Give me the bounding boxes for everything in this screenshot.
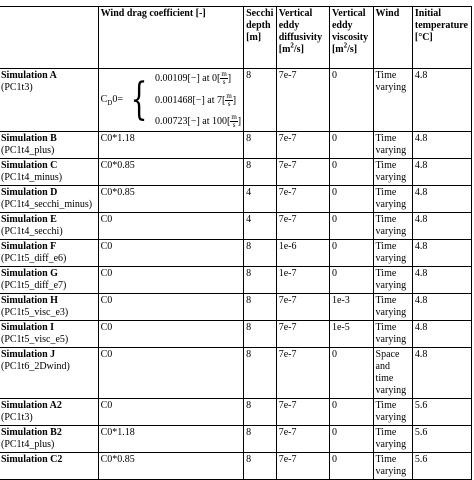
simulation-id: (PC1t4_minus) bbox=[1, 172, 63, 183]
unit-denominator: s bbox=[232, 121, 236, 129]
wind-text-line: varying bbox=[375, 82, 407, 93]
table-row bbox=[0, 213, 472, 240]
simulation-id: (PC1t6_2Dwind) bbox=[1, 361, 70, 372]
simulation-name: Simulation I bbox=[1, 322, 55, 333]
wind-text-line: varying bbox=[375, 253, 407, 264]
table-row bbox=[0, 69, 472, 132]
cd-symbol: C bbox=[100, 94, 108, 105]
header-name bbox=[0, 7, 98, 69]
wind-text-line: Time bbox=[375, 187, 397, 198]
table-row bbox=[0, 240, 472, 267]
viscosity-cell: 0 bbox=[329, 186, 373, 213]
diffusivity-cell: 1e-6 bbox=[276, 240, 329, 267]
header-visc-exp: 2 bbox=[343, 41, 348, 50]
header-visc-line3: viscosity bbox=[331, 32, 369, 43]
wind-drag-value: C0*0.85 bbox=[100, 187, 135, 198]
simulation-name-cell bbox=[0, 267, 98, 294]
table-row bbox=[0, 453, 472, 480]
table-row bbox=[0, 159, 472, 186]
left-brace-glyph: { bbox=[130, 74, 148, 125]
initial-temperature-cell: 4.8 bbox=[412, 213, 471, 240]
simulation-name: Simulation C2 bbox=[1, 454, 63, 465]
wind-drag-value: C0 bbox=[100, 214, 113, 225]
wind-cell bbox=[373, 294, 412, 321]
simulation-name-cell bbox=[0, 132, 98, 159]
wind-cell bbox=[373, 399, 412, 426]
unit-numerator: m bbox=[221, 70, 227, 78]
simulation-name-cell bbox=[0, 69, 98, 132]
wind-drag-value: C0*1.18 bbox=[100, 133, 135, 144]
header-initial-temperature bbox=[412, 7, 471, 69]
wind-text-line: Time bbox=[375, 427, 397, 438]
simulation-id: (PC1t5_visc_e5) bbox=[1, 334, 69, 345]
unit-fraction bbox=[225, 93, 232, 108]
wind-text-line: and bbox=[375, 361, 390, 372]
wind-text-line: varying bbox=[375, 280, 407, 291]
wind-drag-value: C0 bbox=[100, 322, 113, 333]
secchi-cell: 8 bbox=[244, 159, 277, 186]
drag-cases bbox=[155, 71, 241, 129]
simulation-name: Simulation D bbox=[1, 187, 58, 198]
secchi-cell: 8 bbox=[244, 132, 277, 159]
diffusivity-cell: 1e-7 bbox=[276, 267, 329, 294]
simulation-parameter-table bbox=[0, 6, 472, 480]
wind-text-line: Time bbox=[375, 295, 397, 306]
wind-drag-cell bbox=[98, 240, 244, 267]
viscosity-cell: 0 bbox=[329, 69, 373, 132]
table-row bbox=[0, 132, 472, 159]
wind-text-line: Time bbox=[375, 454, 397, 465]
secchi-cell: 8 bbox=[244, 453, 277, 480]
header-diff-line2: eddy bbox=[278, 20, 300, 31]
wind-text-line: varying bbox=[375, 412, 407, 423]
diffusivity-cell: 7e-7 bbox=[276, 213, 329, 240]
table-row bbox=[0, 426, 472, 453]
drag-case-value: 0.00109[−] at 0[ bbox=[154, 72, 221, 84]
drag-case-value: 0.001468[−] at 7[ bbox=[154, 94, 226, 106]
wind-text-line: varying bbox=[375, 145, 407, 156]
secchi-cell: 8 bbox=[244, 267, 277, 294]
header-visc-line2: eddy bbox=[331, 20, 353, 31]
diffusivity-cell: 7e-7 bbox=[276, 426, 329, 453]
wind-drag-cell bbox=[98, 213, 244, 240]
simulation-name: Simulation E bbox=[1, 214, 57, 225]
simulation-name-cell bbox=[0, 186, 98, 213]
simulation-name-cell bbox=[0, 159, 98, 186]
header-temp-line3: [°C] bbox=[414, 32, 433, 43]
header-secchi-line2: depth bbox=[246, 20, 271, 31]
simulation-id: (PC1t3) bbox=[1, 82, 33, 93]
wind-text-line: Time bbox=[375, 400, 397, 411]
wind-cell bbox=[373, 267, 412, 294]
viscosity-cell: 0 bbox=[329, 213, 373, 240]
cd-equals: 0= bbox=[112, 94, 123, 105]
initial-temperature-cell: 4.8 bbox=[412, 348, 471, 399]
table-row bbox=[0, 321, 472, 348]
wind-cell bbox=[373, 186, 412, 213]
simulation-id: (PC1t3) bbox=[1, 412, 33, 423]
table-row bbox=[0, 399, 472, 426]
table-row bbox=[0, 294, 472, 321]
initial-temperature-cell: 4.8 bbox=[412, 294, 471, 321]
header-wind: Wind bbox=[373, 7, 412, 69]
simulation-name: Simulation B2 bbox=[1, 427, 62, 438]
wind-text-line: Time bbox=[375, 70, 397, 81]
header-diff-line3: diffusivity bbox=[278, 32, 323, 43]
header-diff-unit: [m bbox=[278, 44, 291, 55]
simulation-name: Simulation G bbox=[1, 268, 58, 279]
wind-cell bbox=[373, 213, 412, 240]
wind-drag-cell bbox=[98, 321, 244, 348]
wind-drag-value: C0*1.18 bbox=[100, 427, 135, 438]
wind-drag-cell bbox=[98, 69, 244, 132]
secchi-cell: 8 bbox=[244, 399, 277, 426]
simulation-name: Simulation A2 bbox=[1, 400, 62, 411]
wind-cell bbox=[373, 159, 412, 186]
diffusivity-cell: 7e-7 bbox=[276, 132, 329, 159]
diffusivity-cell: 7e-7 bbox=[276, 186, 329, 213]
wind-drag-cell bbox=[98, 186, 244, 213]
drag-case-close: ] bbox=[227, 72, 232, 84]
drag-case bbox=[155, 93, 241, 108]
viscosity-cell: 0 bbox=[329, 159, 373, 186]
simulation-id: (PC1t5_diff_e7) bbox=[1, 280, 67, 291]
secchi-cell: 8 bbox=[244, 294, 277, 321]
wind-drag-cell bbox=[98, 294, 244, 321]
simulation-name-cell bbox=[0, 426, 98, 453]
unit-fraction bbox=[230, 114, 237, 129]
drag-case bbox=[155, 71, 241, 86]
wind-drag-cell bbox=[98, 426, 244, 453]
header-diff-unit-end: /s] bbox=[293, 44, 304, 55]
wind-drag-cell bbox=[98, 159, 244, 186]
cd-subscript: D bbox=[107, 99, 113, 107]
simulation-name: Simulation F bbox=[1, 241, 57, 252]
simulation-name: Simulation B bbox=[1, 133, 57, 144]
diffusivity-cell: 7e-7 bbox=[276, 348, 329, 399]
diffusivity-cell: 7e-7 bbox=[276, 399, 329, 426]
initial-temperature-cell: 4.8 bbox=[412, 240, 471, 267]
wind-text-line: varying bbox=[375, 385, 407, 396]
wind-text-line: Time bbox=[375, 214, 397, 225]
wind-text-line: Time bbox=[375, 322, 397, 333]
simulation-id: (PC1t4_plus) bbox=[1, 439, 55, 450]
table-row bbox=[0, 348, 472, 399]
secchi-cell: 8 bbox=[244, 348, 277, 399]
wind-text-line: varying bbox=[375, 226, 407, 237]
wind-drag-value: C0*0.85 bbox=[100, 160, 135, 171]
simulation-name-cell bbox=[0, 213, 98, 240]
simulation-name-cell bbox=[0, 453, 98, 480]
table-row bbox=[0, 267, 472, 294]
wind-cell bbox=[373, 348, 412, 399]
viscosity-cell: 0 bbox=[329, 267, 373, 294]
unit-numerator: m bbox=[231, 113, 237, 121]
wind-drag-cell bbox=[98, 453, 244, 480]
viscosity-cell: 0 bbox=[329, 426, 373, 453]
wind-text-line: Time bbox=[375, 160, 397, 171]
initial-temperature-cell: 4.8 bbox=[412, 159, 471, 186]
initial-temperature-cell: 5.6 bbox=[412, 426, 471, 453]
simulation-id: (PC1t4_secchi_minus) bbox=[1, 199, 93, 210]
unit-denominator: s bbox=[222, 78, 226, 86]
wind-drag-value: C0 bbox=[100, 400, 113, 411]
wind-text-line: varying bbox=[375, 199, 407, 210]
secchi-cell: 8 bbox=[244, 69, 277, 132]
diffusivity-cell: 7e-7 bbox=[276, 453, 329, 480]
simulation-name-cell bbox=[0, 294, 98, 321]
viscosity-cell: 1e-3 bbox=[329, 294, 373, 321]
secchi-cell: 8 bbox=[244, 321, 277, 348]
simulation-name-cell bbox=[0, 321, 98, 348]
header-secchi-line3: [m] bbox=[246, 32, 262, 43]
simulation-name-cell bbox=[0, 399, 98, 426]
drag-formula bbox=[101, 70, 242, 130]
viscosity-cell: 0 bbox=[329, 399, 373, 426]
diffusivity-cell: 7e-7 bbox=[276, 159, 329, 186]
initial-temperature-cell: 4.8 bbox=[412, 69, 471, 132]
unit-numerator: m bbox=[226, 91, 232, 100]
drag-case-value: 0.00723[−] at 100[ bbox=[154, 115, 231, 127]
table-row bbox=[0, 186, 472, 213]
wind-text-line: Time bbox=[375, 268, 397, 279]
wind-drag-value: C0 bbox=[100, 295, 113, 306]
header-visc-line1: Vertical bbox=[331, 8, 366, 19]
header-diff-exp: 2 bbox=[290, 41, 294, 50]
viscosity-cell: 0 bbox=[329, 132, 373, 159]
wind-drag-cell bbox=[98, 132, 244, 159]
drag-formula-lhs bbox=[101, 94, 123, 106]
wind-text-line: Time bbox=[375, 133, 397, 144]
simulation-id: (PC1t4_plus) bbox=[1, 145, 55, 156]
wind-text-line: Space bbox=[375, 349, 400, 360]
unit-fraction bbox=[220, 71, 227, 86]
wind-drag-cell bbox=[98, 267, 244, 294]
simulation-name: Simulation C bbox=[1, 160, 58, 171]
initial-temperature-cell: 5.6 bbox=[412, 453, 471, 480]
wind-cell bbox=[373, 69, 412, 132]
secchi-cell: 8 bbox=[244, 240, 277, 267]
header-secchi bbox=[244, 7, 277, 69]
wind-text-line: time bbox=[375, 373, 394, 384]
header-eddy-diffusivity bbox=[276, 7, 329, 69]
diffusivity-cell: 7e-7 bbox=[276, 321, 329, 348]
drag-case-close: ] bbox=[232, 94, 237, 106]
wind-drag-cell bbox=[98, 399, 244, 426]
simulation-name-cell bbox=[0, 348, 98, 399]
header-visc-unit-end: /s] bbox=[347, 44, 358, 55]
unit-denominator: s bbox=[227, 99, 231, 108]
wind-drag-value: C0 bbox=[100, 268, 113, 279]
viscosity-cell: 0 bbox=[329, 240, 373, 267]
wind-cell bbox=[373, 453, 412, 480]
secchi-cell: 4 bbox=[244, 186, 277, 213]
wind-drag-value: C0*0.85 bbox=[100, 454, 135, 465]
simulation-name: Simulation H bbox=[1, 295, 58, 306]
secchi-cell: 8 bbox=[244, 426, 277, 453]
wind-drag-cell bbox=[98, 348, 244, 399]
wind-text-line: varying bbox=[375, 334, 407, 345]
header-eddy-viscosity bbox=[329, 7, 373, 69]
initial-temperature-cell: 4.8 bbox=[412, 267, 471, 294]
diffusivity-cell: 7e-7 bbox=[276, 69, 329, 132]
wind-text-line: varying bbox=[375, 172, 407, 183]
initial-temperature-cell: 4.8 bbox=[412, 186, 471, 213]
table-body bbox=[0, 69, 472, 480]
wind-text-line: varying bbox=[375, 307, 407, 318]
wind-drag-value: C0 bbox=[100, 241, 113, 252]
header-secchi-line1: Secchi bbox=[246, 8, 274, 19]
diffusivity-cell: 7e-7 bbox=[276, 294, 329, 321]
header-diff-line1: Vertical bbox=[278, 8, 313, 19]
simulation-name: Simulation J bbox=[1, 349, 56, 360]
header-row bbox=[0, 7, 472, 69]
initial-temperature-cell: 4.8 bbox=[412, 132, 471, 159]
drag-case-close: ] bbox=[237, 115, 242, 127]
wind-text-line: Time bbox=[375, 241, 397, 252]
header-wind-drag: Wind drag coefficient [-] bbox=[98, 7, 244, 69]
wind-cell bbox=[373, 426, 412, 453]
wind-cell bbox=[373, 321, 412, 348]
viscosity-cell: 0 bbox=[329, 348, 373, 399]
simulation-id: (PC1t4_secchi) bbox=[1, 226, 63, 237]
initial-temperature-cell: 5.6 bbox=[412, 399, 471, 426]
wind-cell bbox=[373, 240, 412, 267]
header-temp-line2: temperature bbox=[414, 20, 468, 31]
initial-temperature-cell: 4.8 bbox=[412, 321, 471, 348]
wind-drag-value: C0 bbox=[100, 349, 113, 360]
viscosity-cell: 1e-5 bbox=[329, 321, 373, 348]
header-visc-unit: [m bbox=[331, 44, 344, 55]
simulation-name: Simulation A bbox=[1, 70, 57, 81]
secchi-cell: 4 bbox=[244, 213, 277, 240]
wind-cell bbox=[373, 132, 412, 159]
wind-text-line: varying bbox=[375, 466, 407, 477]
header-temp-line1: Initial bbox=[414, 8, 441, 19]
viscosity-cell: 0 bbox=[329, 453, 373, 480]
simulation-name-cell bbox=[0, 240, 98, 267]
wind-text-line: varying bbox=[375, 439, 407, 450]
simulation-id: (PC1t5_diff_e6) bbox=[1, 253, 67, 264]
simulation-id: (PC1t5_visc_e3) bbox=[1, 307, 69, 318]
drag-case bbox=[155, 114, 241, 129]
